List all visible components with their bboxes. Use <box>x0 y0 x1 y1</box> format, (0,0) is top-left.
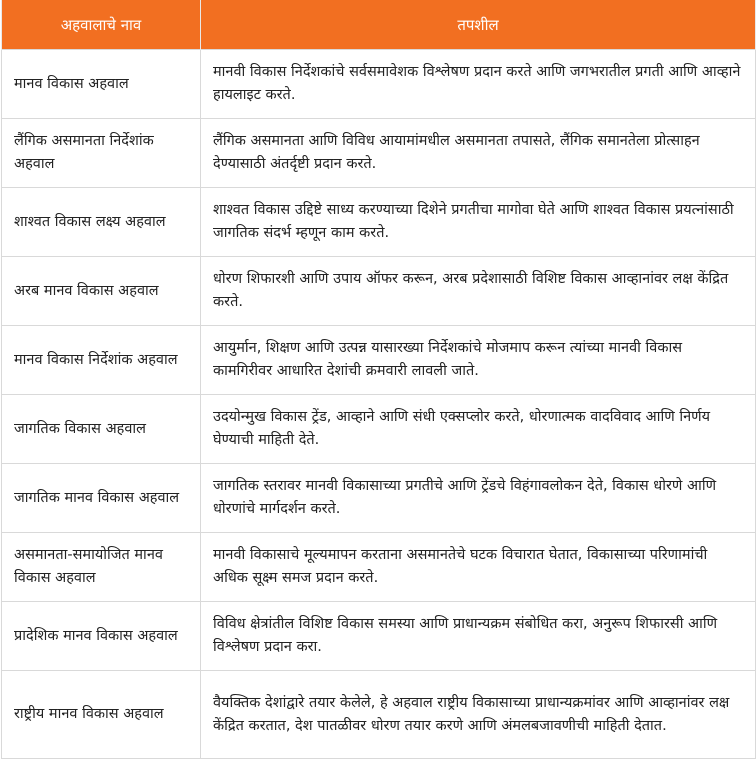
report-detail-cell: जागतिक स्तरावर मानवी विकासाच्या प्रगतीचे आणि ट्रेंडचे विहंगावलोकन देते, विकास धोरणे आणि धोरणांचे मार्गदर्शन करते. <box>201 464 756 533</box>
report-detail-cell: मानवी विकासाचे मूल्यमापन करताना असमानतेचे घटक विचारात घेतात, विकासाच्या परिणामांची अधिक सूक्ष्म समज प्रदान करते. <box>201 533 756 602</box>
report-name-cell: अरब मानव विकास अहवाल <box>2 257 201 326</box>
report-detail-cell: उदयोन्मुख विकास ट्रेंड, आव्हाने आणि संधी एक्सप्लोर करते, धोरणात्मक वादविवाद आणि निर्णय घेण्याची माहिती देते. <box>201 395 756 464</box>
report-name-cell: जागतिक मानव विकास अहवाल <box>2 464 201 533</box>
table-header-row <box>2 0 756 50</box>
header-details: तपशील <box>201 0 756 50</box>
report-detail-cell: शाश्वत विकास उद्दिष्टे साध्य करण्याच्या दिशेने प्रगतीचा मागोवा घेते आणि शाश्वत विकास प्रयत्नांसाठी जागतिक संदर्भ म्हणून काम करते. <box>201 188 756 257</box>
report-detail-cell: आयुर्मान, शिक्षण आणि उत्पन्न यासारख्या निर्देशकांचे मोजमाप करून त्यांच्या मानवी विकास कामगिरीवर आधारित देशांची क्रमवारी लावली जाते. <box>201 326 756 395</box>
table-row <box>2 257 756 326</box>
table-row <box>2 395 756 464</box>
report-detail-cell: वैयक्तिक देशांद्वारे तयार केलेले, हे अहवाल राष्ट्रीय विकासाच्या प्राधान्यक्रमांवर आणि आव्हानांवर लक्ष केंद्रित करतात, देश पातळीवर धोरण तयार करणे आणि अंमलबजावणीची माहिती देतात. <box>201 671 756 759</box>
table-row <box>2 326 756 395</box>
report-name-cell: मानव विकास निर्देशांक अहवाल <box>2 326 201 395</box>
header-report-name: अहवालाचे नाव <box>2 0 201 50</box>
report-detail-cell: मानवी विकास निर्देशकांचे सर्वसमावेशक विश्लेषण प्रदान करते आणि जगभरातील प्रगती आणि आव्हाने हायलाइट करते. <box>201 50 756 119</box>
report-name-cell: राष्ट्रीय मानव विकास अहवाल <box>2 671 201 759</box>
report-detail-cell: धोरण शिफारशी आणि उपाय ऑफर करून, अरब प्रदेशासाठी विशिष्ट विकास आव्हानांवर लक्ष केंद्रित करते. <box>201 257 756 326</box>
report-detail-cell: लैंगिक असमानता आणि विविध आयामांमधील असमानता तपासते, लैंगिक समानतेला प्रोत्साहन देण्यासाठी अंतर्दृष्टी प्रदान करते. <box>201 119 756 188</box>
table-row <box>2 533 756 602</box>
reports-table <box>1 0 756 759</box>
report-name-cell: प्रादेशिक मानव विकास अहवाल <box>2 602 201 671</box>
report-name-cell: जागतिक विकास अहवाल <box>2 395 201 464</box>
report-detail-cell: विविध क्षेत्रांतील विशिष्ट विकास समस्या आणि प्राधान्यक्रम संबोधित करा, अनुरूप शिफारसी आणि विश्लेषण प्रदान करा. <box>201 602 756 671</box>
report-name-cell: लैंगिक असमानता निर्देशांक अहवाल <box>2 119 201 188</box>
table-row <box>2 464 756 533</box>
table-row <box>2 671 756 759</box>
table-row <box>2 188 756 257</box>
table-row <box>2 50 756 119</box>
report-name-cell: मानव विकास अहवाल <box>2 50 201 119</box>
report-name-cell: असमानता-समायोजित मानव विकास अहवाल <box>2 533 201 602</box>
report-name-cell: शाश्वत विकास लक्ष्य अहवाल <box>2 188 201 257</box>
table-row <box>2 119 756 188</box>
table-row <box>2 602 756 671</box>
